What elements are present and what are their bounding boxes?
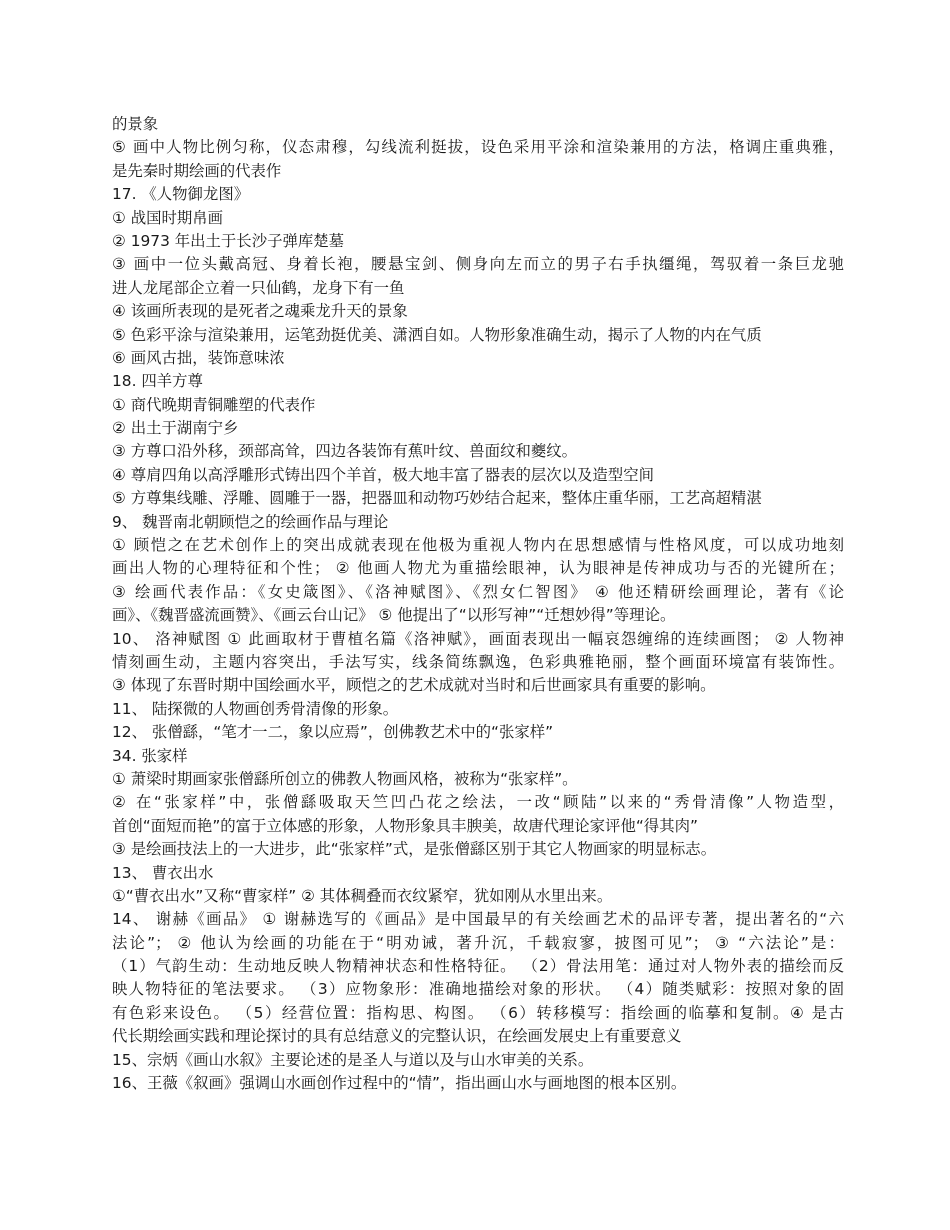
- text-line: （1）气韵生动：生动地反映人物精神状态和性格特征。 （2）骨法用笔：通过对人物外表的描绘而反: [112, 957, 844, 976]
- text-line: 首创“面短而艳”的富于立体感的形象，人物形象具丰腴美，故唐代理论家评他“得其肉”: [112, 816, 698, 835]
- list-item: ② 1973 年出土于长沙子弹库楚墓: [112, 231, 345, 250]
- section-heading: 17. 《人物御龙图》: [112, 185, 250, 204]
- text-line: 代长期绘画实践和理论探讨的具有总结意义的完整认识，在绘画发展史上有重要意义: [112, 1027, 682, 1046]
- list-item: ④ 尊肩四角以高浮雕形式铸出四个羊首，极大地丰富了器表的层次以及造型空间: [112, 465, 654, 484]
- list-item: ③ 方尊口沿外移，颈部高耸，四边各装饰有蕉叶纹、兽面纹和夔纹。: [112, 442, 578, 461]
- list-item: ⑤ 方尊集线雕、浮雕、圆雕于一器，把器皿和动物巧妙结合起来，整体庄重华丽，工艺高超精湛: [112, 489, 762, 508]
- list-item: ⑤ 色彩平涂与渲染兼用，运笔劲挺优美、潇洒自如。人物形象准确生动，揭示了人物的内在气质: [112, 325, 762, 344]
- list-item: ① 萧梁时期画家张僧繇所创立的佛教人物画风格，被称为“张家样”。: [112, 769, 578, 788]
- list-item: ② 出土于湖南宁乡: [112, 419, 239, 438]
- text-line: 10、 洛神赋图 ① 此画取材于曹植名篇《洛神赋》，画面表现出一幅哀怨缠绵的连续画图； ② 人物神: [112, 629, 844, 648]
- text-line: 画》、《魏晋盛流画赞》、《画云台山记》 ⑤ 他提出了“以形写神”“迁想妙得”等理论。: [112, 606, 676, 625]
- list-item: ① 战国时期帛画: [112, 208, 224, 227]
- text-line: 11、 陆探微的人物画创秀骨清像的形象。: [112, 699, 399, 718]
- text-line: ⑤ 画中人物比例匀称，仪态肃穆，勾线流利挺拔，设色采用平涂和渲染兼用的方法，格调庄重典雅，: [112, 138, 844, 157]
- text-line: 12、 张僧繇，“笔才一二，象以应焉”，创佛教艺术中的“张家样”: [112, 723, 554, 742]
- text-line: 16、王薇《叙画》强调山水画创作过程中的“情”，指出画山水与画地图的根本区别。: [112, 1074, 687, 1093]
- text-line: 画出人物的心理特征和个性； ② 他画人物尤为重描绘眼神，认为眼神是传神成功与否的光键所在；: [112, 559, 844, 578]
- section-heading: 13、 曹衣出水: [112, 863, 214, 882]
- text-line: ③ 绘画代表作品：《女史箴图》、《洛神赋图》、《烈女仁智图》 ④ 他还精研绘画理论，著有《论: [112, 582, 844, 601]
- text-line: 的景象: [112, 115, 159, 133]
- text-line: 映人物特征的笔法要求。 （3）应物象形：准确地描绘对象的形状。 （4）随类赋彩：按照对象的固: [112, 980, 844, 999]
- text-line: 15、宗炳《画山水叙》主要论述的是圣人与道以及与山水审美的关系。: [112, 1050, 594, 1069]
- text-line: 有色彩来设色。 （5）经营位置：指构思、构图。 （6）转移模写：指绘画的临摹和复制。④ 是古: [112, 1003, 844, 1022]
- text-line: ③ 体现了东晋时期中国绘画水平，顾恺之的艺术成就对当时和后世画家具有重要的影响。: [112, 676, 716, 695]
- text-line: 进人龙尾部企立着一只仙鹤，龙身下有一鱼: [112, 278, 405, 297]
- list-item: ④ 该画所表现的是死者之魂乘龙升天的景象: [112, 302, 408, 321]
- section-heading: 9、 魏晋南北朝顾恺之的绘画作品与理论: [112, 512, 389, 531]
- list-item: ③ 画中一位头戴高冠、身着长袍，腰悬宝剑、侧身向左而立的男子右手执缰绳，驾驭着一条巨龙驰: [112, 255, 844, 274]
- list-item: ① 商代晚期青铜雕塑的代表作: [112, 395, 316, 414]
- list-item: ② 在“张家样”中，张僧繇吸取天竺凹凸花之绘法，一改“顾陆”以来的“秀骨清像”人物造型，: [112, 793, 844, 812]
- section-heading: 34. 张家样: [112, 746, 188, 765]
- text-line: ① 顾恺之在艺术创作上的突出成就表现在他极为重视人物内在思想感情与性格风度，可以成功地刻: [112, 536, 844, 555]
- text-line: 14、 谢赫《画品》 ① 谢赫选写的《画品》是中国最早的有关绘画艺术的品评专著，提出著名的“六: [112, 910, 844, 929]
- list-item: ③ 是绘画技法上的一大进步，此“张家样”式，是张僧繇区别于其它人物画家的明显标志。: [112, 840, 717, 859]
- text-line: 是先秦时期绘画的代表作: [112, 161, 282, 180]
- text-line: 法论”； ② 他认为绘画的功能在于“明劝诫，著升沉，千载寂寥，披图可见”； ③ “六法论”是：: [112, 933, 844, 952]
- section-heading: 18. 四羊方尊: [112, 372, 203, 391]
- list-item: ⑥ 画风古拙，装饰意味浓: [112, 348, 285, 367]
- text-line: 情刻画生动，主题内容突出，手法写实，线条简练飘逸，色彩典雅艳丽，整个画面环境富有装饰性。: [112, 652, 844, 671]
- text-line: ①“曹衣出水”又称“曹家样” ② 其体稠叠而衣纹紧窄，犹如刚从水里出来。: [112, 886, 613, 905]
- document-page: [112, 113, 844, 1095]
